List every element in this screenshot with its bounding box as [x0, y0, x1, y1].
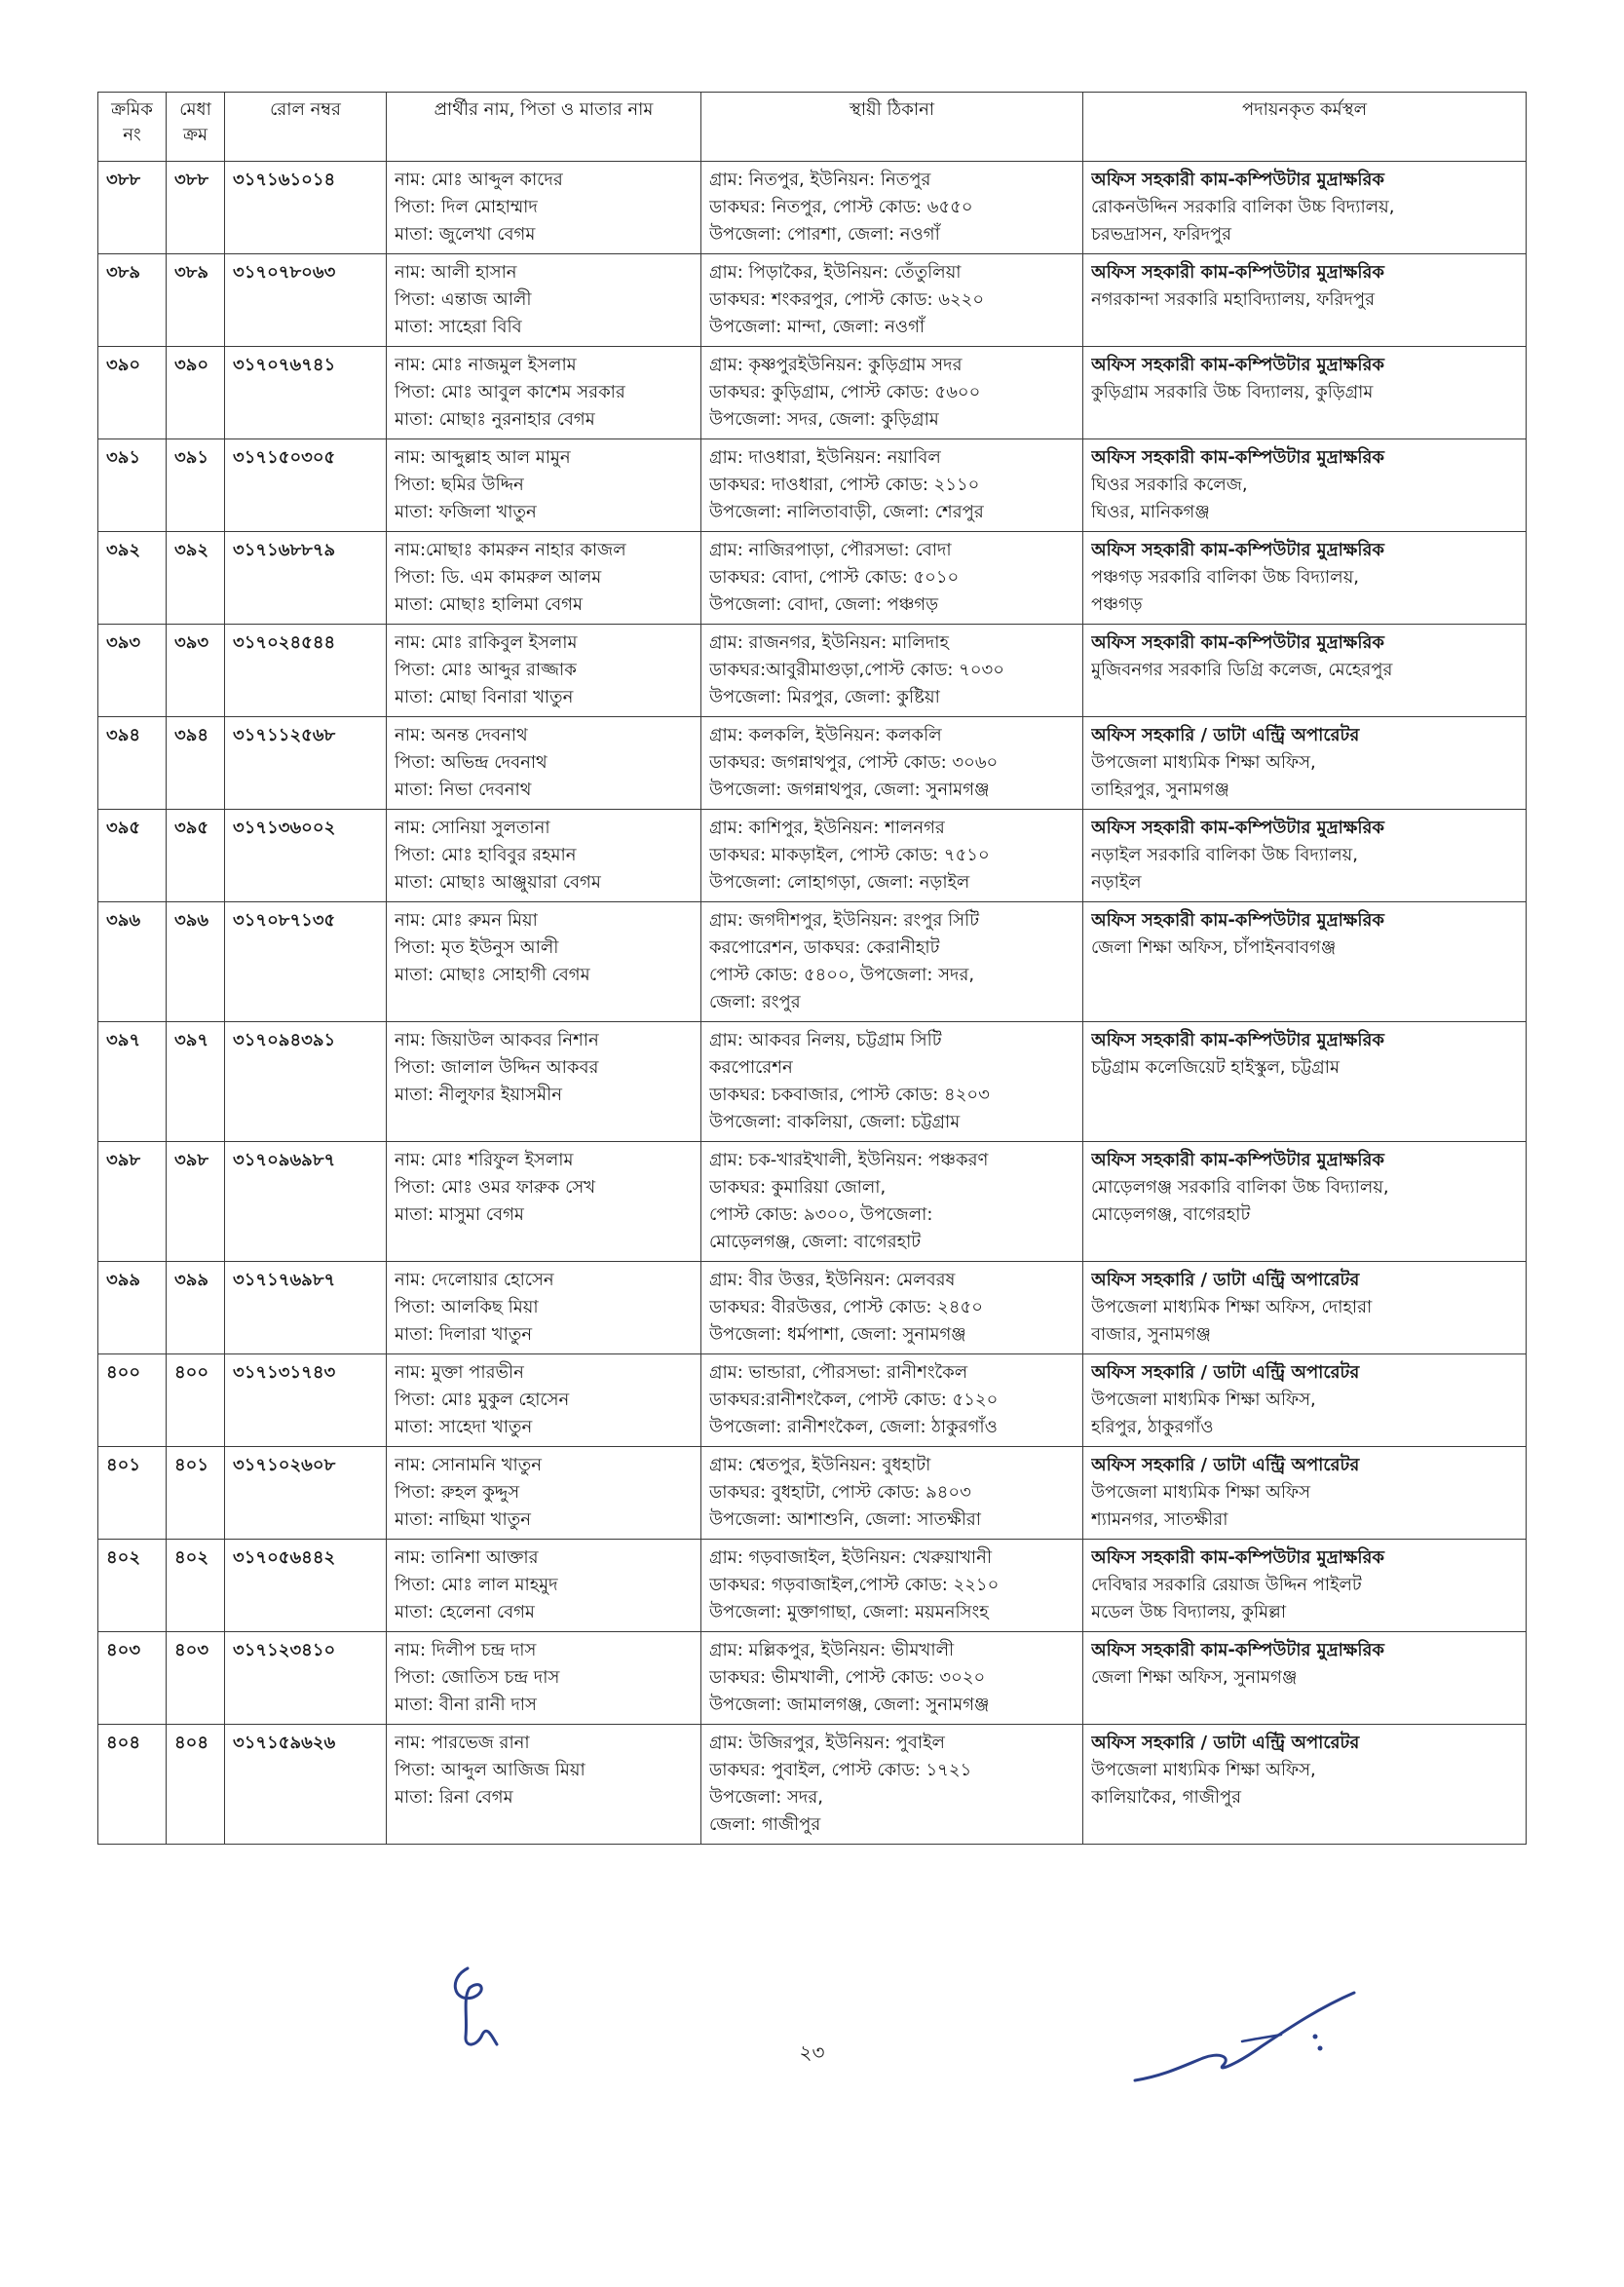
address-line: ডাকঘর: শংকরপুর, পোস্ট কোড: ৬২২০ [709, 289, 985, 310]
address-line: উপজেলা: বোদা, জেলা: পঞ্চগড় [709, 594, 939, 615]
address-line: জেলা: রংপুর [709, 992, 801, 1012]
cell-roll: ৩১৭০৯৪৩৯১ [225, 1022, 387, 1142]
table-row [98, 1262, 1527, 1354]
cell-serial: ৩৯৪ [98, 717, 167, 810]
cell-address [701, 902, 1083, 1022]
cell-roll: ৩১৭১৬১০১৪ [225, 162, 387, 254]
address-line: উপজেলা: মিরপুর, জেলা: কুষ্টিয়া [709, 687, 940, 707]
name-line: নাম: অনন্ত দেবনাথ [395, 725, 528, 745]
cell-roll: ৩১৭১৩৬০০২ [225, 810, 387, 902]
posting-line: অফিস সহকারী কাম-কম্পিউটার মুদ্রাক্ষরিক [1091, 1150, 1385, 1170]
address-line: গ্রাম: কলকলি, ইউনিয়ন: কলকলি [709, 725, 942, 745]
posting-line: উপজেলা মাধ্যমিক শিক্ষা অফিস, [1091, 752, 1316, 773]
address-line: ডাকঘর: নিতপুর, পোস্ট কোড: ৬৫৫০ [709, 197, 973, 217]
cell-roll: ৩১৭০২৪৫৪৪ [225, 625, 387, 717]
posting-line: অফিস সহকারী কাম-কম্পিউটার মুদ্রাক্ষরিক [1091, 447, 1385, 468]
cell-merit: ৩৯১ [167, 439, 225, 532]
name-line: নাম: পারভেজ রানা [395, 1733, 530, 1753]
name-line: নাম:মোছাঃ কামরুন নাহার কাজল [395, 540, 626, 560]
cell-merit: ৩৯৭ [167, 1022, 225, 1142]
cell-roll: ৩১৭১০২৬০৮ [225, 1447, 387, 1540]
address-line: ডাকঘর: বীরউত্তর, পোস্ট কোড: ২৪৫০ [709, 1297, 983, 1317]
cell-roll: ৩১৭০৯৬৯৮৭ [225, 1142, 387, 1262]
cell-posting [1083, 162, 1527, 254]
posting-line: ঘিওর সরকারি কলেজ, [1091, 475, 1248, 495]
name-line: নাম: মোঃ আব্দুল কাদের [395, 170, 563, 190]
name-line: মাতা: মাসুমা বেগম [395, 1204, 524, 1225]
cell-merit: ৩৯২ [167, 532, 225, 625]
address-line: করপোরেশন [709, 1057, 793, 1078]
cell-name [387, 532, 701, 625]
cell-merit: ৩৯৫ [167, 810, 225, 902]
name-line: মাতা: নিভা দেবনাথ [395, 780, 532, 800]
cell-posting [1083, 532, 1527, 625]
cell-name [387, 1354, 701, 1447]
cell-address [701, 717, 1083, 810]
address-line: ডাকঘর: কুড়িগ্রাম, পোস্ট কোড: ৫৬০০ [709, 382, 981, 402]
posting-line: বাজার, সুনামগঞ্জ [1091, 1324, 1211, 1345]
address-line: গ্রাম: শ্বেতপুর, ইউনিয়ন: বুধহাটা [709, 1455, 931, 1475]
table-row [98, 347, 1527, 439]
name-line: মাতা: মোছাঃ সোহাগী বেগম [395, 965, 590, 985]
cell-roll: ৩১৭১৫৯৬২৬ [225, 1725, 387, 1845]
address-line: করপোরেশন, ডাকঘর: কেরানীহাট [709, 937, 940, 958]
name-line: পিতা: দিল মোহাম্মাদ [395, 197, 538, 217]
name-line: পিতা: অভিন্দ্র দেবনাথ [395, 752, 548, 773]
cell-posting [1083, 439, 1527, 532]
cell-serial: ৩৯৮ [98, 1142, 167, 1262]
name-line: নাম: জিয়াউল আকবর নিশান [395, 1030, 599, 1050]
table-row [98, 1022, 1527, 1142]
name-line: পিতা: মোঃ ওমর ফারুক সেখ [395, 1177, 596, 1198]
address-line: গ্রাম: জগদীশপুর, ইউনিয়ন: রংপুর সিটি [709, 910, 980, 931]
cell-serial: ৪০০ [98, 1354, 167, 1447]
cell-serial: ৩৯০ [98, 347, 167, 439]
address-line: উপজেলা: সদর, জেলা: কুড়িগ্রাম [709, 409, 939, 430]
signature-right [1125, 1988, 1369, 2095]
address-line: গ্রাম: কৃষ্ণপুরইউনিয়ন: কুড়িগ্রাম সদর [709, 355, 963, 375]
name-line: পিতা: রুহল কুদ্দুস [395, 1482, 520, 1503]
cell-address [701, 1354, 1083, 1447]
cell-address [701, 1725, 1083, 1845]
name-line: নাম: মুক্তা পারভীন [395, 1362, 524, 1383]
cell-name [387, 1022, 701, 1142]
address-line: গ্রাম: উজিরপুর, ইউনিয়ন: পুবাইল [709, 1733, 945, 1753]
cell-posting [1083, 1354, 1527, 1447]
cell-serial: ৩৯৯ [98, 1262, 167, 1354]
posting-line: পঞ্চগড় সরকারি বালিকা উচ্চ বিদ্যালয়, [1091, 567, 1360, 588]
name-line: পিতা: মোঃ আবুল কাশেম সরকার [395, 382, 625, 402]
cell-name [387, 625, 701, 717]
posting-line: অফিস সহকারি / ডাটা এন্ট্রি অপারেটর [1091, 725, 1360, 745]
cell-serial: ৪০৩ [98, 1632, 167, 1725]
cell-address [701, 1022, 1083, 1142]
posting-line: নড়াইল সরকারি বালিকা উচ্চ বিদ্যালয়, [1091, 845, 1359, 865]
cell-posting [1083, 902, 1527, 1022]
address-line: ডাকঘর: ভীমখালী, পোস্ট কোড: ৩০২০ [709, 1667, 986, 1688]
posting-line: শ্যামনগর, সাতক্ষীরা [1091, 1509, 1228, 1530]
cell-name [387, 1142, 701, 1262]
header-name: প্রার্থীর নাম, পিতা ও মাতার নাম [387, 93, 701, 162]
name-line: মাতা: মোছাঃ আঞ্জুয়ারা বেগম [395, 872, 601, 893]
posting-line: অফিস সহকারী কাম-কম্পিউটার মুদ্রাক্ষরিক [1091, 910, 1385, 931]
cell-roll: ৩১৭১৭৬৯৮৭ [225, 1262, 387, 1354]
cell-posting [1083, 1447, 1527, 1540]
address-line: পোস্ট কোড: ৯৩০০, উপজেলা: [709, 1204, 933, 1225]
name-line: মাতা: হেলেনা বেগম [395, 1602, 535, 1622]
cell-name [387, 439, 701, 532]
name-line: নাম: আলী হাসান [395, 262, 517, 283]
table-row [98, 254, 1527, 347]
posting-line: পঞ্চগড় [1091, 594, 1143, 615]
posting-line: জেলা শিক্ষা অফিস, সুনামগঞ্জ [1091, 1667, 1298, 1688]
name-line: নাম: মোঃ রাকিবুল ইসলাম [395, 632, 578, 653]
name-line: নাম: তানিশা আক্তার [395, 1547, 539, 1568]
cell-merit: ৩৮৮ [167, 162, 225, 254]
posting-line: অফিস সহকারী কাম-কম্পিউটার মুদ্রাক্ষরিক [1091, 540, 1385, 560]
address-line: জেলা: গাজীপুর [709, 1814, 821, 1835]
address-line: উপজেলা: জগন্নাথপুর, জেলা: সুনামগঞ্জ [709, 780, 990, 800]
posting-line: চরভদ্রাসন, ফরিদপুর [1091, 224, 1232, 245]
table-row [98, 439, 1527, 532]
address-line: উপজেলা: মুক্তাগাছা, জেলা: ময়মনসিংহ [709, 1602, 989, 1622]
cell-serial: ৩৮৮ [98, 162, 167, 254]
address-line: গ্রাম: ভান্ডারা, পৌরসভা: রানীশংকৈল [709, 1362, 968, 1383]
posting-line: অফিস সহকারী কাম-কম্পিউটার মুদ্রাক্ষরিক [1091, 1547, 1385, 1568]
cell-merit: ৪০৪ [167, 1725, 225, 1845]
name-line: পিতা: এন্তাজ আলী [395, 289, 532, 310]
posting-line: দেবিদ্বার সরকারি রেয়াজ উদ্দিন পাইলট [1091, 1575, 1362, 1595]
address-line: ডাকঘর: মাকড়াইল, পোস্ট কোড: ৭৫১০ [709, 845, 990, 865]
cell-merit: ৪০৩ [167, 1632, 225, 1725]
address-line: গ্রাম: কাশিপুর, ইউনিয়ন: শালনগর [709, 818, 945, 838]
cell-posting [1083, 1262, 1527, 1354]
posting-line: উপজেলা মাধ্যমিক শিক্ষা অফিস, [1091, 1390, 1316, 1410]
cell-name [387, 162, 701, 254]
candidate-posting-table [97, 92, 1527, 1845]
posting-line: উপজেলা মাধ্যমিক শিক্ষা অফিস, দোহারা [1091, 1297, 1373, 1317]
address-line: উপজেলা: লোহাগড়া, জেলা: নড়াইল [709, 872, 970, 893]
header-posting: পদায়নকৃত কর্মস্থল [1083, 93, 1527, 162]
name-line: মাতা: ফজিলা খাতুন [395, 502, 537, 522]
header-merit: মেধা ক্রম [167, 93, 225, 162]
cell-name [387, 1632, 701, 1725]
cell-name [387, 1447, 701, 1540]
cell-merit: ৪০০ [167, 1354, 225, 1447]
table-row [98, 532, 1527, 625]
table-row [98, 902, 1527, 1022]
posting-line: মোড়েলগঞ্জ, বাগেরহাট [1091, 1204, 1251, 1225]
table-row [98, 1725, 1527, 1845]
address-line: উপজেলা: জামালগঞ্জ, জেলা: সুনামগঞ্জ [709, 1695, 990, 1715]
name-line: পিতা: মোঃ লাল মাহমুদ [395, 1575, 558, 1595]
name-line: পিতা: জালাল উদ্দিন আকবর [395, 1057, 599, 1078]
name-line: মাতা: রিনা বেগম [395, 1787, 513, 1808]
table-row [98, 1142, 1527, 1262]
name-line: মাতা: নাছিমা খাতুন [395, 1509, 531, 1530]
cell-serial: ৪০২ [98, 1540, 167, 1632]
address-line: গ্রাম: রাজনগর, ইউনিয়ন: মালিদাহ [709, 632, 949, 653]
posting-line: অফিস সহকারী কাম-কম্পিউটার মুদ্রাক্ষরিক [1091, 818, 1385, 838]
table-row [98, 717, 1527, 810]
cell-roll: ৩১৭১১২৫৬৮ [225, 717, 387, 810]
header-serial: ক্রমিক নং [98, 93, 167, 162]
address-line: উপজেলা: মান্দা, জেলা: নওগাঁ [709, 317, 925, 337]
posting-line: অফিস সহকারি / ডাটা এন্ট্রি অপারেটর [1091, 1733, 1360, 1753]
name-line: পিতা: মোঃ আব্দুর রাজ্জাক [395, 660, 577, 680]
name-line: পিতা: ডি. এম কামরুল আলম [395, 567, 602, 588]
address-line: গ্রাম: আকবর নিলয়, চট্টগ্রাম সিটি [709, 1030, 942, 1050]
cell-address [701, 532, 1083, 625]
name-line: পিতা: ছমির উদ্দিন [395, 475, 524, 495]
table-row [98, 810, 1527, 902]
cell-serial: ৩৯২ [98, 532, 167, 625]
address-line: ডাকঘর:আবুরীমাগুড়া,পোস্ট কোড: ৭০৩০ [709, 660, 1004, 680]
table-row [98, 162, 1527, 254]
posting-line: মুজিবনগর সরকারি ডিগ্রি কলেজ, মেহেরপুর [1091, 660, 1393, 680]
posting-line: কুড়িগ্রাম সরকারি উচ্চ বিদ্যালয়, কুড়িগ্রাম [1091, 382, 1374, 402]
posting-line: হরিপুর, ঠাকুরগাঁও [1091, 1417, 1214, 1437]
cell-posting [1083, 1632, 1527, 1725]
cell-merit: ৩৯৩ [167, 625, 225, 717]
posting-line: তাহিরপুর, সুনামগঞ্জ [1091, 780, 1229, 800]
name-line: মাতা: জুলেখা বেগম [395, 224, 536, 245]
posting-line: উপজেলা মাধ্যমিক শিক্ষা অফিস [1091, 1482, 1311, 1503]
cell-merit: ৩৯৬ [167, 902, 225, 1022]
address-line: ডাকঘর: গড়বাজাইল,পোস্ট কোড: ২২১০ [709, 1575, 1000, 1595]
posting-line: অফিস সহকারী কাম-কম্পিউটার মুদ্রাক্ষরিক [1091, 355, 1385, 375]
address-line: ডাকঘর: বোদা, পোস্ট কোড: ৫০১০ [709, 567, 960, 588]
cell-address [701, 347, 1083, 439]
cell-posting [1083, 347, 1527, 439]
table-row [98, 1632, 1527, 1725]
address-line: ডাকঘর:রানীশংকৈল, পোস্ট কোড: ৫১২০ [709, 1390, 999, 1410]
cell-merit: ৩৯৮ [167, 1142, 225, 1262]
address-line: গ্রাম: মল্লিকপুর, ইউনিয়ন: ভীমখালী [709, 1640, 955, 1660]
cell-merit: ৩৮৯ [167, 254, 225, 347]
cell-serial: ৩৯৬ [98, 902, 167, 1022]
posting-line: অফিস সহকারি / ডাটা এন্ট্রি অপারেটর [1091, 1362, 1360, 1383]
address-line: ডাকঘর: চকবাজার, পোস্ট কোড: ৪২০৩ [709, 1085, 990, 1105]
name-line: পিতা: মৃত ইউনুস আলী [395, 937, 559, 958]
cell-posting [1083, 625, 1527, 717]
name-line: নাম: মোঃ নাজমুল ইসলাম [395, 355, 577, 375]
name-line: মাতা: নীলুফার ইয়াসমীন [395, 1085, 562, 1105]
cell-merit: ৪০১ [167, 1447, 225, 1540]
table-row [98, 1354, 1527, 1447]
posting-line: অফিস সহকারী কাম-কম্পিউটার মুদ্রাক্ষরিক [1091, 632, 1385, 653]
cell-roll: ৩১৭০৮৭১৩৫ [225, 902, 387, 1022]
address-line: গ্রাম: নাজিরপাড়া, পৌরসভা: বোদা [709, 540, 952, 560]
name-line: পিতা: মোঃ মুকুল হোসেন [395, 1390, 570, 1410]
name-line: মাতা: মোছাঃ হালিমা বেগম [395, 594, 583, 615]
posting-line: উপজেলা মাধ্যমিক শিক্ষা অফিস, [1091, 1760, 1316, 1780]
posting-line: অফিস সহকারী কাম-কম্পিউটার মুদ্রাক্ষরিক [1091, 170, 1385, 190]
address-line: উপজেলা: পোরশা, জেলা: নওগাঁ [709, 224, 940, 245]
name-line: মাতা: মোছা বিনারা খাতুন [395, 687, 574, 707]
name-line: নাম: আব্দুল্লাহ আল মামুন [395, 447, 571, 468]
posting-line: ঘিওর, মানিকগঞ্জ [1091, 502, 1210, 522]
cell-merit: ৪০২ [167, 1540, 225, 1632]
address-line: গ্রাম: নিতপুর, ইউনিয়ন: নিতপুর [709, 170, 931, 190]
name-line: মাতা: সাহেরা বিবি [395, 317, 522, 337]
cell-name [387, 347, 701, 439]
name-line: পিতা: জোতিস চন্দ্র দাস [395, 1667, 560, 1688]
name-line: নাম: দেলোয়ার হোসেন [395, 1270, 554, 1290]
cell-serial: ৪০৪ [98, 1725, 167, 1845]
name-line: নাম: মোঃ শরিফুল ইসলাম [395, 1150, 574, 1170]
cell-name [387, 254, 701, 347]
name-line: নাম: দিলীপ চন্দ্র দাস [395, 1640, 537, 1660]
address-line: পোস্ট কোড: ৫৪০০, উপজেলা: সদর, [709, 965, 975, 985]
posting-line: অফিস সহকারি / ডাটা এন্ট্রি অপারেটর [1091, 1270, 1360, 1290]
cell-serial: ৩৮৯ [98, 254, 167, 347]
name-line: নাম: মোঃ রুমন মিয়া [395, 910, 538, 931]
cell-posting [1083, 810, 1527, 902]
name-line: পিতা: মোঃ হাবিবুর রহমান [395, 845, 577, 865]
address-line: ডাকঘর: বুধহাটা, পোস্ট কোড: ৯৪০৩ [709, 1482, 971, 1503]
address-line: মোড়েলগঞ্জ, জেলা: বাগেরহাট [709, 1232, 922, 1252]
address-line: গ্রাম: দাওধারা, ইউনিয়ন: নয়াবিল [709, 447, 941, 468]
name-line: নাম: সোনামনি খাতুন [395, 1455, 543, 1475]
cell-roll: ৩১৭০৫৬৪৪২ [225, 1540, 387, 1632]
table-row [98, 1447, 1527, 1540]
header-address: স্থায়ী ঠিকানা [701, 93, 1083, 162]
cell-name [387, 717, 701, 810]
cell-address [701, 1632, 1083, 1725]
address-line: ডাকঘর: পুবাইল, পোস্ট কোড: ১৭২১ [709, 1760, 972, 1780]
posting-line: জেলা শিক্ষা অফিস, চাঁপাইনবাবগঞ্জ [1091, 937, 1337, 958]
cell-name [387, 810, 701, 902]
cell-posting [1083, 1540, 1527, 1632]
cell-address [701, 810, 1083, 902]
posting-line: রোকনউদ্দিন সরকারি বালিকা উচ্চ বিদ্যালয়, [1091, 197, 1395, 217]
page-number: ২৩ [799, 2040, 825, 2064]
cell-merit: ৩৯০ [167, 347, 225, 439]
posting-line: চট্টগ্রাম কলেজিয়েট হাইস্কুল, চট্টগ্রাম [1091, 1057, 1340, 1078]
cell-posting [1083, 717, 1527, 810]
posting-line: মোড়েলগঞ্জ সরকারি বালিকা উচ্চ বিদ্যালয়, [1091, 1177, 1389, 1198]
posting-line: অফিস সহকারী কাম-কম্পিউটার মুদ্রাক্ষরিক [1091, 1640, 1385, 1660]
cell-address [701, 162, 1083, 254]
name-line: মাতা: মোছাঃ নুরনাহার বেগম [395, 409, 595, 430]
posting-line: নড়াইল [1091, 872, 1142, 893]
address-line: উপজেলা: নালিতাবাড়ী, জেলা: শেরপুর [709, 502, 984, 522]
name-line: পিতা: আব্দুল আজিজ মিয়া [395, 1760, 585, 1780]
cell-serial: ৩৯৩ [98, 625, 167, 717]
cell-address [701, 1142, 1083, 1262]
posting-line: নগরকান্দা সরকারি মহাবিদ্যালয়, ফরিদপুর [1091, 289, 1375, 310]
cell-roll: ৩১৭১৩১৭৪৩ [225, 1354, 387, 1447]
name-line: মাতা: দিলারা খাতুন [395, 1324, 533, 1345]
cell-name [387, 902, 701, 1022]
address-line: ডাকঘর: জগন্নাথপুর, পোস্ট কোড: ৩০৬০ [709, 752, 999, 773]
address-line: গ্রাম: বীর উত্তর, ইউনিয়ন: মেলবরষ [709, 1270, 956, 1290]
cell-posting [1083, 1022, 1527, 1142]
name-line: নাম: সোনিয়া সুলতানা [395, 818, 550, 838]
cell-posting [1083, 1725, 1527, 1845]
posting-line: অফিস সহকারী কাম-কম্পিউটার মুদ্রাক্ষরিক [1091, 262, 1385, 283]
name-line: পিতা: আলকিছ মিয়া [395, 1297, 539, 1317]
name-line: মাতা: সাহেদা খাতুন [395, 1417, 533, 1437]
cell-address [701, 1447, 1083, 1540]
posting-line: কালিয়াকৈর, গাজীপুর [1091, 1787, 1242, 1808]
cell-address [701, 439, 1083, 532]
cell-name [387, 1540, 701, 1632]
cell-address [701, 1540, 1083, 1632]
cell-address [701, 1262, 1083, 1354]
posting-line: অফিস সহকারি / ডাটা এন্ট্রি অপারেটর [1091, 1455, 1360, 1475]
cell-serial: ৩৯১ [98, 439, 167, 532]
cell-address [701, 254, 1083, 347]
address-line: উপজেলা: সদর, [709, 1787, 823, 1808]
address-line: উপজেলা: বাকলিয়া, জেলা: চট্টগ্রাম [709, 1112, 961, 1132]
address-line: ডাকঘর: কুমারিয়া জোলা, [709, 1177, 887, 1198]
cell-roll: ৩১৭১৬৮৮৭৯ [225, 532, 387, 625]
cell-address [701, 625, 1083, 717]
cell-posting [1083, 254, 1527, 347]
cell-merit: ৩৯৪ [167, 717, 225, 810]
address-line: উপজেলা: ধর্মপাশা, জেলা: সুনামগঞ্জ [709, 1324, 966, 1345]
cell-roll: ৩১৭০৭৬৭৪১ [225, 347, 387, 439]
header-roll: রোল নম্বর [225, 93, 387, 162]
cell-posting [1083, 1142, 1527, 1262]
cell-roll: ৩১৭১৫০৩০৫ [225, 439, 387, 532]
address-line: উপজেলা: রানীশংকৈল, জেলা: ঠাকুরগাঁও [709, 1417, 998, 1437]
cell-name [387, 1262, 701, 1354]
cell-serial: ৩৯৫ [98, 810, 167, 902]
posting-line: মডেল উচ্চ বিদ্যালয়, কুমিল্লা [1091, 1602, 1287, 1622]
table-row [98, 625, 1527, 717]
cell-roll: ৩১৭০৭৮০৬৩ [225, 254, 387, 347]
cell-serial: ৩৯৭ [98, 1022, 167, 1142]
address-line: ডাকঘর: দাওধারা, পোস্ট কোড: ২১১০ [709, 475, 980, 495]
table-row [98, 1540, 1527, 1632]
cell-merit: ৩৯৯ [167, 1262, 225, 1354]
posting-line: অফিস সহকারী কাম-কম্পিউটার মুদ্রাক্ষরিক [1091, 1030, 1385, 1050]
table-header-row [98, 93, 1527, 162]
name-line: মাতা: বীনা রানী দাস [395, 1695, 537, 1715]
cell-serial: ৪০১ [98, 1447, 167, 1540]
address-line: উপজেলা: আশাশুনি, জেলা: সাতক্ষীরা [709, 1509, 981, 1530]
address-line: গ্রাম: গড়বাজাইল, ইউনিয়ন: খেরুয়াখানী [709, 1547, 993, 1568]
address-line: গ্রাম: পিড়াকৈর, ইউনিয়ন: তেঁতুলিয়া [709, 262, 962, 283]
cell-name [387, 1725, 701, 1845]
address-line: গ্রাম: চক-খারইখালী, ইউনিয়ন: পঞ্চকরণ [709, 1150, 989, 1170]
cell-roll: ৩১৭১২৩৪১০ [225, 1632, 387, 1725]
